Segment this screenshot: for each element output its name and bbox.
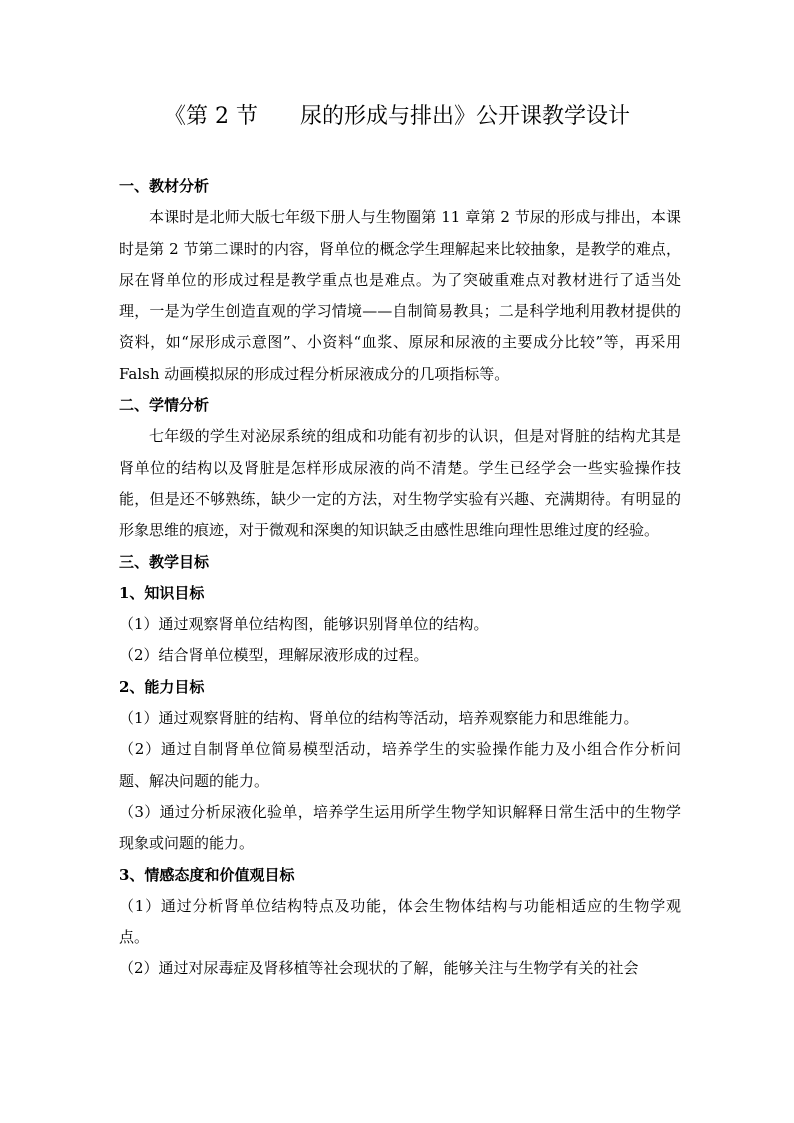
document-body [119,171,681,985]
paragraph-textbook-analysis: 本课时是北师大版七年级下册人与生物圈第 11 章第 2 节尿的形成与排出，本课时是第 2 节第二课时的内容，肾单位的概念学生理解起来比较抽象，是教学的难点，尿在肾单位的形成过程是教学重点也是难点。为了突破重难点对教材进行了适当处理，一是为学生创造直观的学习情境——自制简易教具；二是科学地利用教材提供的资料，如“尿形成示意图”、小资料“血浆、原尿和尿液的主要成分比较”等，再采用 Falsh 动画模拟尿的形成过程分析尿液成分的几项指标等。 [119,208,681,383]
list-item: （2）结合肾单位模型，理解尿液形成的过程。 [119,646,429,665]
document-title: 《第 2 节 尿的形成与排出》公开课教学设计 [164,104,630,129]
section-heading-student-analysis: 二、学情分析 [119,396,210,415]
paragraph-student-analysis: 七年级的学生对泌尿系统的组成和功能有初步的认识，但是对肾脏的结构尤其是肾单位的结构以及肾脏是怎样形成尿液的尚不清楚。学生已经学会一些实验操作技能，但是还不够熟练，缺少一定的方法，对生物学实验有兴趣、充满期待。有明显的形象思维的痕迹，对于微观和深奥的知识缺乏由感性思维向理性思维过度的经验。 [119,427,681,540]
list-item: （3）通过分析尿液化验单，培养学生运用所学生物学知识解释日常生活中的生物学现象或问题的能力。 [119,802,681,853]
list-item: （1）通过分析肾单位结构特点及功能，体会生物体结构与功能相适应的生物学观点。 [119,896,681,947]
list-item: （2）通过对尿毒症及肾移植等社会现状的了解，能够关注与生物学有关的社会 [119,959,639,978]
section-heading-teaching-goals: 三、教学目标 [119,552,210,571]
list-item: （1）通过观察肾单位结构图，能够识别肾单位的结构。 [119,615,489,634]
list-item: （1）通过观察肾脏的结构、肾单位的结构等活动，培养观察能力和思维能力。 [119,709,639,728]
section-heading-textbook-analysis: 一、教材分析 [119,177,210,195]
list-item: （2）通过自制肾单位简易模型活动，培养学生的实验操作能力及小组合作分析问题、解决问题的能力。 [119,740,681,790]
subheading-ability-goals: 2、能力目标 [119,677,205,696]
subheading-knowledge-goals: 1、知识目标 [119,583,205,602]
subheading-attitude-goals: 3、情感态度和价值观目标 [119,865,295,884]
